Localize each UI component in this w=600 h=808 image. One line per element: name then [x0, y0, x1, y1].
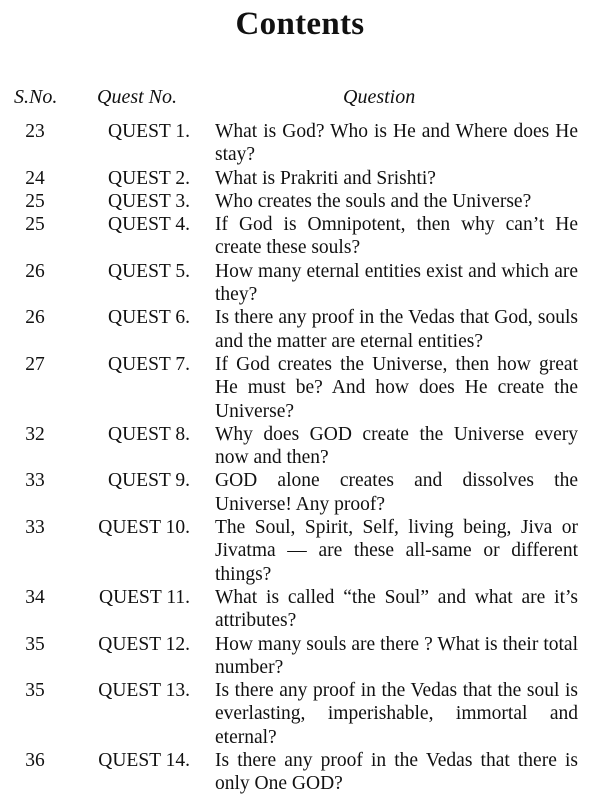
- question-cell: How many eternal entities exist and which are they?: [215, 260, 578, 306]
- table-row: [0, 679, 600, 749]
- table-row: [0, 469, 600, 516]
- quest-cell: QUEST 7.: [108, 353, 190, 375]
- question-cell: Is there any proof in the Vedas that there is only One GOD?: [215, 750, 578, 795]
- quest-cell: QUEST 5.: [108, 260, 190, 282]
- page-title: Contents: [235, 6, 365, 42]
- column-header-question: Question: [343, 86, 416, 108]
- table-row: [0, 167, 600, 190]
- table-row: [0, 213, 600, 260]
- table-row: [0, 306, 600, 353]
- question-cell: Why does GOD create the Universe every now and then?: [215, 423, 578, 469]
- sno-cell: 33: [25, 470, 45, 492]
- question-cell: If God creates the Universe, then how great He must be? And how does He create the Universe?: [215, 353, 578, 422]
- sno-cell: 27: [25, 353, 45, 375]
- sno-cell: 23: [25, 121, 45, 142]
- quest-cell: QUEST 10.: [98, 517, 190, 539]
- quest-cell: QUEST 12.: [98, 633, 190, 655]
- sno-cell: 32: [25, 423, 45, 445]
- question-cell: How many souls are there ? What is their total number?: [215, 633, 578, 678]
- sno-cell: 35: [25, 633, 45, 655]
- table-row: [0, 586, 600, 633]
- quest-cell: QUEST 6.: [108, 307, 190, 329]
- sno-cell: 34: [25, 586, 45, 608]
- quest-cell: QUEST 3.: [108, 190, 190, 212]
- table-row: [0, 120, 600, 167]
- quest-cell: QUEST 4.: [108, 214, 190, 236]
- quest-cell: QUEST 11.: [98, 586, 190, 608]
- table-row: [0, 633, 600, 680]
- sno-cell: 24: [25, 167, 45, 189]
- question-cell: GOD alone creates and dissolves the Universe! Any proof?: [215, 470, 578, 515]
- question-cell: Who creates the souls and the Universe?: [215, 190, 532, 212]
- table-row: [0, 516, 600, 586]
- sno-cell: 25: [25, 214, 45, 236]
- sno-cell: 25: [25, 190, 45, 212]
- sno-cell: 33: [25, 517, 45, 539]
- table-header: [0, 86, 600, 112]
- quest-cell: QUEST 1.: [108, 121, 190, 142]
- question-cell: The Soul, Spirit, Self, living being, Jiva or Jivatma — are these all-same or different things?: [215, 517, 578, 585]
- table-row: [0, 190, 600, 213]
- quest-cell: QUEST 14.: [98, 750, 190, 772]
- sno-cell: 35: [25, 680, 45, 702]
- question-cell: What is God? Who is He and Where does He stay?: [215, 121, 578, 166]
- quest-cell: QUEST 13.: [98, 680, 190, 702]
- column-header-sno: S.No.: [14, 86, 58, 108]
- quest-cell: QUEST 9.: [108, 470, 190, 492]
- column-header-quest: Quest No.: [97, 86, 177, 108]
- question-cell: What is Prakriti and Srishti?: [215, 167, 436, 189]
- table-row: [0, 423, 600, 470]
- sno-cell: 36: [25, 750, 45, 772]
- table-row: [0, 260, 600, 307]
- quest-cell: QUEST 8.: [108, 423, 190, 445]
- question-cell: Is there any proof in the Vedas that the soul is everlasting, imperishable, immortal and eternal?: [215, 680, 578, 748]
- table-row: [0, 749, 600, 796]
- sno-cell: 26: [25, 260, 45, 282]
- sno-cell: 26: [25, 307, 45, 329]
- question-cell: What is called “the Soul” and what are it’s attributes?: [215, 586, 578, 632]
- quest-cell: QUEST 2.: [108, 167, 190, 189]
- contents-table: [0, 120, 600, 796]
- table-row: [0, 353, 600, 423]
- question-cell: Is there any proof in the Vedas that God, souls and the matter are eternal entities?: [215, 307, 578, 352]
- question-cell: If God is Omnipotent, then why can’t He create these souls?: [215, 214, 578, 259]
